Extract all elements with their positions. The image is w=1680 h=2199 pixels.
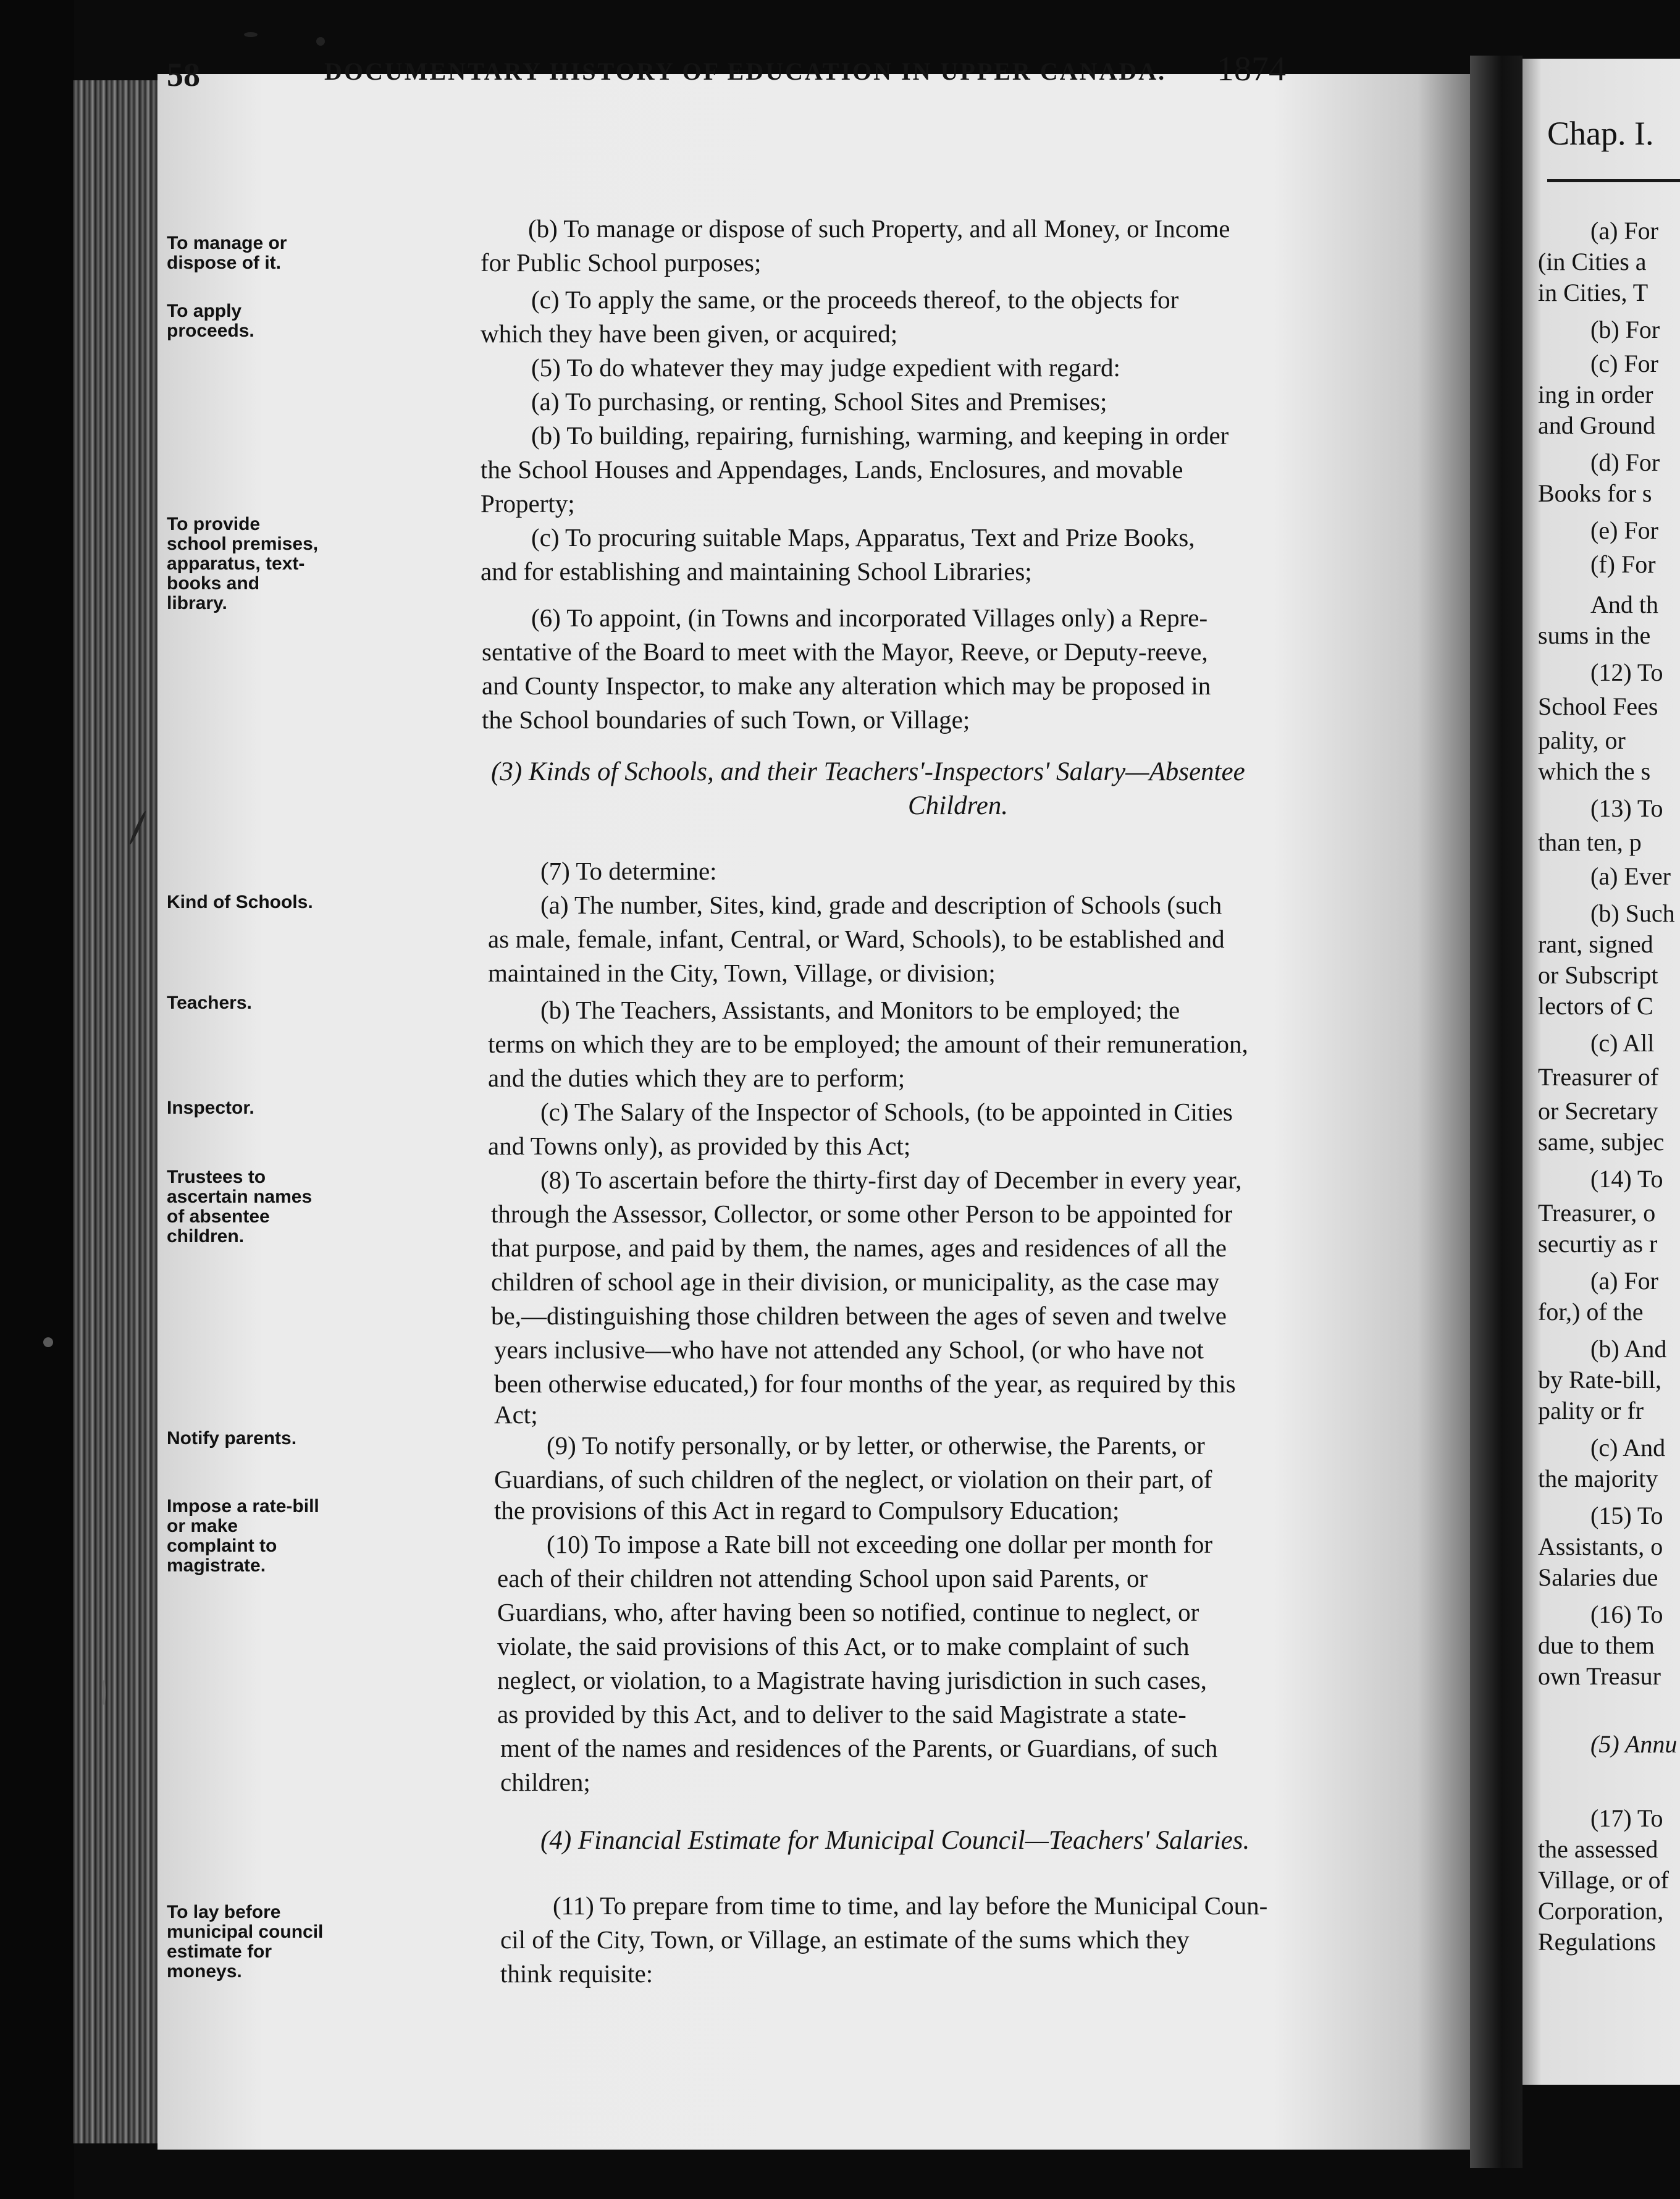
text-line: children; [500,1768,590,1796]
text-line: Guardians, of such children of the neglect, or violation on their part, of [494,1465,1212,1494]
right-page-line: Treasurer, o [1538,1199,1656,1227]
text-line: as male, female, infant, Central, or Ward, Schools), to be established and [488,925,1225,953]
page-year: 1874 [1217,50,1286,88]
text-line: (c) To apply the same, or the proceeds thereof, to the objects for [531,285,1179,314]
sidenote: To manage or dispose of it. [167,233,287,273]
text-line: (a) To purchasing, or renting, School Sites and Premises; [531,387,1107,416]
text-line: and for establishing and maintaining School Libraries; [481,557,1032,586]
text-line: Guardians, who, after having been so notified, continue to neglect, or [497,1598,1199,1626]
right-page-line: pality, or [1538,726,1626,754]
right-page-line: or Secretary [1538,1097,1658,1125]
right-page-line: And th [1590,591,1658,618]
right-page-line: (c) And [1590,1434,1666,1461]
right-page-line: (d) For [1590,448,1660,476]
text-line: ment of the names and residences of the Parents, or Guardians, of such [500,1734,1218,1762]
right-page-line: (13) To [1590,794,1663,822]
right-page-line: Village, or of [1538,1866,1669,1894]
running-title: DOCUMENTARY HISTORY OF EDUCATION IN UPPER CANADA. [324,57,1167,85]
text-line: violate, the said provisions of this Act, or to make complaint of such [497,1632,1190,1660]
right-page-line: same, subjec [1538,1128,1665,1156]
right-page-line: Treasurer of [1538,1063,1659,1091]
right-page-line: sums in the [1538,621,1651,649]
sidenote: Kind of Schools. [167,892,313,912]
text-line: (b) To building, repairing, furnishing, warming, and keeping in order [531,421,1229,450]
text-line: maintained in the City, Town, Village, or division; [488,959,996,987]
right-page-line: Corporation, [1538,1897,1664,1925]
right-page-line: (in Cities a [1538,248,1647,275]
right-page-line: the assessed [1538,1835,1658,1863]
right-page-line: (14) To [1590,1165,1663,1193]
right-page-chapter: Chap. I. [1547,115,1654,152]
right-page-rule [1547,179,1680,182]
text-line: for Public School purposes; [481,248,762,277]
right-page-line: the majority [1538,1465,1658,1492]
text-line: (6) To appoint, (in Towns and incorporated Villages only) a Repre- [531,603,1208,632]
right-page-line: (f) For [1590,550,1656,578]
scan-dark-border [0,0,74,2199]
right-page [1522,59,1680,2085]
text-line: (b) The Teachers, Assistants, and Monitors to be employed; the [540,996,1180,1024]
right-page-line: (17) To [1590,1804,1663,1832]
text-line: as provided by this Act, and to deliver to the said Magistrate a state- [497,1700,1186,1728]
right-page-line: Salaries due [1538,1563,1658,1591]
scan-speck [244,32,258,37]
right-page-line: School Fees [1538,692,1658,720]
right-page-line: (e) For [1590,516,1658,544]
right-page-line: and Ground [1538,411,1655,439]
book-gutter [1470,56,1522,2168]
sidenote: Impose a rate-bill or make complaint to magistrate. [167,1496,319,1576]
right-page-line: in Cities, T [1538,279,1648,306]
text-line: think requisite: [500,1959,653,1988]
text-line: (c) The Salary of the Inspector of Schools, (to be appointed in Cities [540,1098,1233,1126]
right-page-line: pality or fr [1538,1397,1644,1424]
right-page-line: ing in order [1538,381,1653,408]
right-page-line: due to them [1538,1631,1655,1659]
text-line: be,—distinguishing those children between the ages of seven and twelve [491,1301,1227,1330]
right-page-line: lectors of C [1538,992,1653,1020]
right-page-line: (12) To [1590,658,1663,686]
text-line: each of their children not attending School upon said Parents, or [497,1564,1148,1592]
book-page-edges [73,80,161,2143]
page-number: 58 [167,56,200,93]
text-line: neglect, or violation, to a Magistrate having jurisdiction in such cases, [497,1666,1207,1694]
text-line: terms on which they are to be employed; the amount of their remuneration, [488,1030,1248,1058]
text-line: been otherwise educated,) for four months of the year, as required by this [494,1369,1236,1398]
right-page-line: (15) To [1590,1502,1663,1529]
right-page-line: Books for s [1538,479,1652,507]
text-line: sentative of the Board to meet with the Mayor, Reeve, or Deputy-reeve, [482,637,1208,666]
scan-speck [43,1337,53,1347]
scan-speck [102,1680,106,1705]
text-line: and the duties which they are to perform; [488,1064,905,1092]
text-line: the School Houses and Appendages, Lands, Enclosures, and movable [481,455,1183,484]
right-page-line: (a) For [1590,1267,1658,1295]
right-page-line: (c) For [1590,350,1658,377]
text-line: through the Assessor, Collector, or some other Person to be appointed for [491,1200,1233,1228]
text-line: Act; [494,1400,538,1429]
right-page-line: rant, signed [1538,930,1653,958]
right-page-line: (b) For [1590,316,1660,343]
sidenote: Teachers. [167,993,252,1013]
scan-speck [316,37,325,46]
text-line: that purpose, and paid by them, the names, ages and residences of all the [491,1234,1227,1262]
text-line: (10) To impose a Rate bill not exceeding one dollar per month for [547,1530,1213,1558]
sidenote: Trustees to ascertain names of absentee children. [167,1167,313,1247]
right-page-line: by Rate-bill, [1538,1366,1661,1394]
right-page-line: than ten, p [1538,828,1642,856]
right-page-line: Regulations [1538,1928,1657,1956]
sidenote: Inspector. [167,1098,254,1118]
section-heading: (3) Kinds of Schools, and their Teachers'-Inspectors' Salary—Absentee [491,757,1245,786]
right-page-line: Assistants, o [1538,1533,1663,1560]
sidenote: To provide school premises, apparatus, text-books and library. [167,514,319,613]
right-page-line: (a) Ever [1590,862,1671,890]
text-line: and Towns only), as provided by this Act; [488,1132,911,1160]
text-line: years inclusive—who have not attended any School, (or who have not [494,1335,1204,1364]
text-line: (7) To determine: [540,857,717,885]
right-page-line: securtiy as r [1538,1230,1658,1258]
text-line: (8) To ascertain before the thirty-first day of December in every year, [540,1166,1242,1194]
section-heading: Children. [908,791,1009,820]
right-page-line: for,) of the [1538,1298,1644,1326]
right-page-line: or Subscript [1538,961,1658,989]
sidenote: To lay before municipal council estimate for moneys. [167,1902,324,1982]
right-page-line: own Treasur [1538,1662,1661,1690]
right-page-line: (c) All [1590,1029,1655,1057]
sidenote: To apply proceeds. [167,301,254,341]
text-line: (a) The number, Sites, kind, grade and description of Schools (such [540,891,1222,919]
text-line: and County Inspector, to make any alteration which may be proposed in [482,671,1211,700]
right-page-line: which the s [1538,757,1651,785]
text-line: which they have been given, or acquired; [481,319,898,348]
text-line: Property; [481,489,575,518]
text-line: cil of the City, Town, or Village, an estimate of the sums which they [500,1925,1190,1954]
section-heading: (4) Financial Estimate for Municipal Council—Teachers' Salaries. [540,1826,1250,1855]
right-page-line: (b) And [1590,1335,1667,1363]
text-line: the provisions of this Act in regard to Compulsory Education; [494,1496,1120,1524]
sidenote: Notify parents. [167,1428,297,1448]
text-line: the School boundaries of such Town, or Village; [482,705,970,734]
right-page-line: (5) Annu [1590,1730,1678,1758]
text-line: (11) To prepare from time to time, and lay before the Municipal Coun- [553,1891,1268,1920]
text-line: (b) To manage or dispose of such Property, and all Money, or Income [528,214,1230,243]
right-page-line: (b) Such [1590,899,1675,927]
text-line: (5) To do whatever they may judge expedient with regard: [531,353,1120,382]
right-page-line: (a) For [1590,217,1658,245]
text-line: children of school age in their division, or municipality, as the case may [491,1268,1220,1296]
right-page-line: (16) To [1590,1600,1663,1628]
text-line: (c) To procuring suitable Maps, Apparatus, Text and Prize Books, [531,523,1195,552]
text-line: (9) To notify personally, or by letter, or otherwise, the Parents, or [547,1431,1205,1460]
